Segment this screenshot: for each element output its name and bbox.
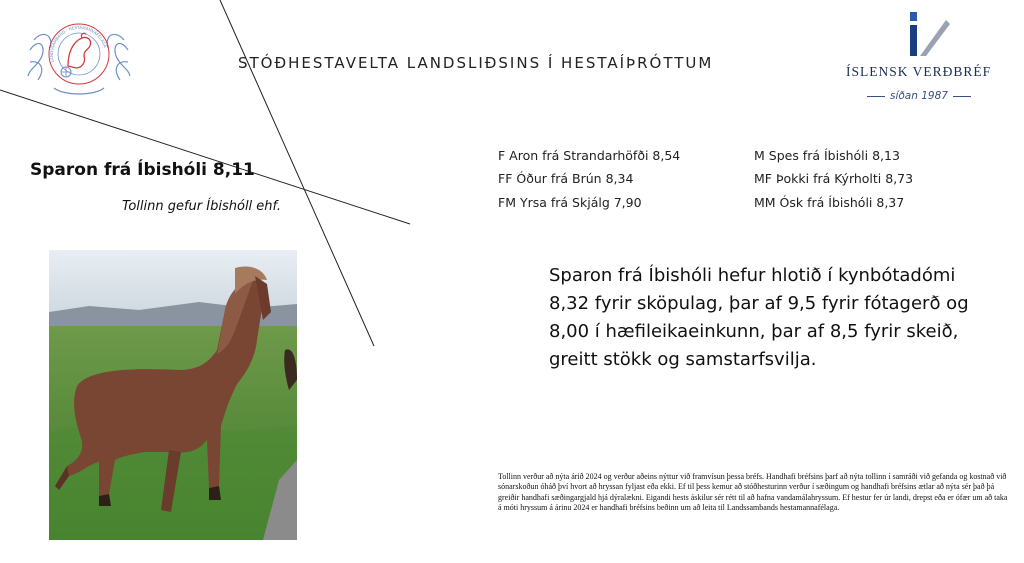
brand-since-text: síðan 1987 (890, 90, 948, 102)
page-title: STÓÐHESTAVELTA LANDSLIÐSINS Í HESTAÍÞRÓTTUM (238, 54, 714, 72)
horse-name: Sparon frá Íbishóli 8,11 (30, 160, 255, 180)
brand-name: ÍSLENSK VERÐBRÉF (846, 64, 992, 79)
terms-text: Tollinn verður að nýta árið 2024 og verður aðeins nýttur við framvísun þessa bréfs. Handhafi bréfsins þarf að nýta tollinn í samráði við gefanda og kostnað við sónarskoðun óháð því hvort að hryssan fyljast eða ekki. Ef til þess kemur að stóðhesturinn verður í sæðingum og handhafi bréfsins ætlar að nýta sér það þá greiðir handhafi sæðingargjald hjá dýralækni. Eigandi hests áskilur sér rétt til að hafna vandamálahryssum. Ef hestur fer úr landi, drepst eða er ófær um að taka á móti hryssum á árinu 2024 er handhafi bréfsins beðinn um að leita til Landssambands hestamannafélaga. (498, 472, 1008, 512)
pedigree-dam-sire: MF Þokki frá Kýrholti 8,73 (754, 171, 914, 186)
pedigree-dam: M Spes frá Íbishóli 8,13 (754, 148, 900, 163)
horse-description: Sparon frá Íbishóli hefur hlotið í kynbótadómi 8,32 fyrir sköpulag, þar af 9,5 fyrir fótagerð og 8,00 í hæfileikaeinkunn, þar af 8,5 fyrir skeið, greitt stökk og samstarfsvilja. (549, 265, 969, 370)
pedigree-sire-sire: FF Óður frá Brún 8,34 (498, 171, 634, 186)
association-logo (24, 10, 134, 100)
pedigree-sire: F Aron frá Strandarhöfði 8,54 (498, 148, 681, 163)
donor-text: Tollinn gefur Íbishóll ehf. (122, 199, 282, 214)
svg-text:LANDSSAMBAND · HESTAMANNAFÉLAG: LANDSSAMBAND · HESTAMANNAFÉLAGA (48, 24, 108, 63)
pedigree-dam-dam: MM Ósk frá Íbishóli 8,37 (754, 195, 905, 210)
islensk-verdbref-logo (906, 12, 950, 58)
pedigree-sire-dam: FM Yrsa frá Skjálg 7,90 (498, 195, 642, 210)
brand-since (862, 90, 976, 102)
horse-photo (49, 250, 297, 540)
